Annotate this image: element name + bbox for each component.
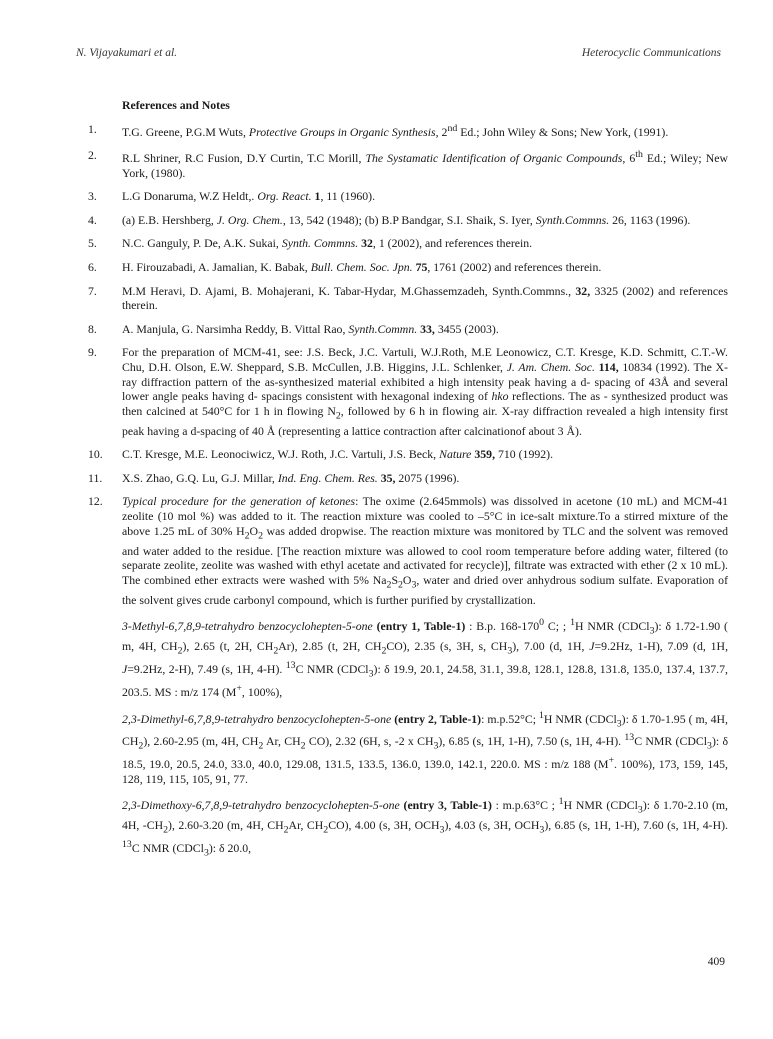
reference-text: A. Manjula, G. Narsimha Reddy, B. Vittal Rao, Synth.Commn. 33, 3455 (2003).: [122, 321, 499, 336]
compound-characterization-paragraph: 2,3-Dimethoxy-6,7,8,9-tetrahydro benzocyclohepten-5-one (entry 3, Table-1) : m.p.63°C ; $^1$H NMR (CDCl$_3$): δ 1.70-2.10 (m, 4H, $-CH_2$), 2.60-3.20 (m, 4H, $CH_2Ar$, $CH_2CO$), 4.00 (s, 3H, $OCH_3$), 4.03 (s, 3H, $OCH_3$), 6.85 (s, 1H, 1-H), 7.60 (s, 1H, 4-H). $^{13}$C NMR (CDCl$_3$): δ 20.0,: [122, 796, 728, 859]
running-header-author: N. Vijayakumari et al.: [76, 47, 178, 59]
reference-text: N.C. Ganguly, P. De, A.K. Sukai, Synth. Commns. 32, 1 (2002), and references therein.: [122, 236, 533, 251]
reference-number: 7.: [88, 283, 97, 298]
reference-item: [88, 260, 728, 275]
reference-number: 1.: [88, 121, 97, 136]
reference-item: [88, 321, 728, 337]
reference-text: T.G. Greene, P.G.M Wuts, Protective Groups in Organic Synthesis, 2nd Ed.; John Wiley & Sons; New York, (1991).: [122, 122, 669, 139]
reference-number: 9.: [88, 345, 97, 360]
reference-text: For the preparation of MCM-41, see: J.S. Beck, J.C. Vartuli, W.J.Roth, M.E Leonowicz, C.T. Kresge, K.D. Schmitt, C.T.-W. Chu, D.H. Olson, E.W. Sheppard, S.B. McCullen, J.B. Higgins, J.L. Schlenker, J. Am. Chem. Soc. 114, 10834 (1992). The X-ray diffraction pattern of the as-synthesized material exhibited a high intensity peak having a d- spacing of 43Å and several lower angle peaks having d- spacings consistent with hexagonal indexing of hko reflections. The as - synthesized product was then calcined at 540°C for 1 h in flowing $N_2$, followed by 6 h in flowing air. X-ray diffraction revealed a high intensity first peak having a d-spacing of 40 Å (representing a lattice contraction after calcinationof about 3 Å).: [122, 345, 729, 438]
reference-text: M.M Heravi, D. Ajami, B. Mohajerani, K. Tabar-Hydar, M.Ghassemzadeh, Synth.Commns., 32, 3325 (2002) and references therein.: [122, 283, 728, 313]
reference-item: [88, 345, 729, 438]
reference-item: [88, 121, 728, 140]
reference-text: L.G Donaruma, W.Z Heldt,. Org. React. 1, 11 (1960).: [122, 189, 376, 204]
reference-text: R.L Shriner, R.C Fusion, D.Y Curtin, T.C Morill, The Systamatic Identification of Organic Compounds, 6th Ed.; Wiley; New York, (1980).: [122, 149, 729, 180]
reference-item: [88, 212, 728, 228]
references-section: [88, 98, 729, 861]
compound-characterization-paragraph: 3-Methyl-6,7,8,9-tetrahydro benzocyclohepten-5-one (entry 1, Table-1) : B.p. $168-170^0$ C; ; $^1$H NMR (CDCl$_3$): δ 1.72-1.90 ( m, 4H, $CH_2$), 2.65 (t, 2H, $CH_2Ar$), 2.85 (t, 2H, $CH_2CO$), 2.35 (s, 3H, s, $CH_3$), 7.00 (d, 1H, J=9.2Hz, 1-H), 7.09 (d, 1H, J=9.2Hz, 2-H), 7.49 (s, 1H, 4-H). $^{13}$C NMR (CDCl$_3$): δ 19.9, 20.1, 24.58, 31.1, 39.8, 128.1, 128.8, 131.8, 135.0, 137.4, 137.7, 203.5. MS : m/z 174 (M+, 100%),: [122, 617, 729, 699]
reference-number: 4.: [88, 212, 97, 227]
reference-number: 6.: [88, 260, 97, 274]
reference-text: (a) E.B. Hershberg, J. Org. Chem., 13, 542 (1948); (b) B.P Bandgar, S.I. Shaik, S. Iyer, Synth.Commns. 26, 1163 (1996).: [122, 212, 691, 227]
reference-item: [88, 494, 728, 607]
reference-number: 5.: [88, 236, 97, 251]
reference-number: 3.: [88, 189, 97, 204]
reference-item: [88, 236, 728, 251]
reference-number: 8.: [88, 321, 97, 336]
reference-text: C.T. Kresge, M.E. Leonociwicz, W.J. Roth, J.C. Vartuli, J.S. Beck, Nature 359, 710 (1992).: [122, 447, 554, 462]
compound-characterization-paragraph: 2,3-Dimethyl-6,7,8,9-tetrahydro benzocyclohepten-5-one (entry 2, Table-1): m.p.52°C; $^1$H NMR (CDCl$_3$): δ 1.70-1.95 ( m, 4H, $CH_2$), 2.60-2.95 (m, 4H, $CH_2$ Ar, $CH_2$ CO), 2.32 (6H, s, -2 x $CH_3$), 6.85 (s, 1H, 1-H), 7.50 (s, 1H, 4-H). $^{13}$C NMR (CDCl$_3$): δ 18.5, 19.0, 20.5, 24.0, 33.0, 40.0, 129.08, 131.5, 133.5, 136.0, 139.0, 142.1, 220.0. MS : m/z 188 (M+. 100%), 173, 159, 145, 128, 119, 115, 105, 91, 77.: [122, 709, 729, 786]
running-header-journal: Heterocyclic Communications: [581, 47, 721, 59]
reference-number: 2.: [88, 148, 97, 163]
reference-text: Typical procedure for the generation of ketones: The oxime (2.645mmols) was dissolved in acetone (10 mL) and MCM-41 zeolite (10 mol %) was added to it. The reaction mixture was cooled to –5°C in ice-salt mixture.To a stirred mixture of the above 1.25 mL of 30% $H_2O_2$ was added dropwise. The reaction mixture was monitored by TLC and the solvent was removed and water added to the residue. [The reaction mixture was allowed to cool room temperature before adding water, filtered (to separate zeolite, zeolite was washed with ethyl acetate and activated for recycle)], filtrate was extracted with ether (2 x 10 mL). The combined ether extracts were washed with 5% $Na_2S_2O_3$, water and dried over anhydrous sodium sulfate. Evaporation of the solvent gives crude carbonyl compound, which is further purified by crystallization.: [122, 494, 728, 607]
page-number: 409: [707, 956, 725, 968]
reference-number: 12.: [88, 494, 103, 509]
reference-text: X.S. Zhao, G.Q. Lu, G.J. Millar, Ind. Eng. Chem. Res. 35, 2075 (1996).: [122, 470, 460, 485]
compound-data-list: [122, 616, 728, 861]
reference-item: [88, 470, 728, 486]
references-list: [88, 121, 729, 608]
references-heading: References and Notes: [122, 98, 230, 112]
reference-number: 10.: [88, 447, 103, 462]
reference-number: 11.: [88, 470, 103, 485]
reference-item: [88, 447, 728, 462]
reference-item: [88, 148, 729, 180]
reference-text: H. Firouzabadi, A. Jamalian, K. Babak, Bull. Chem. Soc. Jpn. 75, 1761 (2002) and references therein.: [122, 260, 602, 274]
reference-item: [88, 189, 728, 204]
reference-item: [88, 283, 728, 313]
